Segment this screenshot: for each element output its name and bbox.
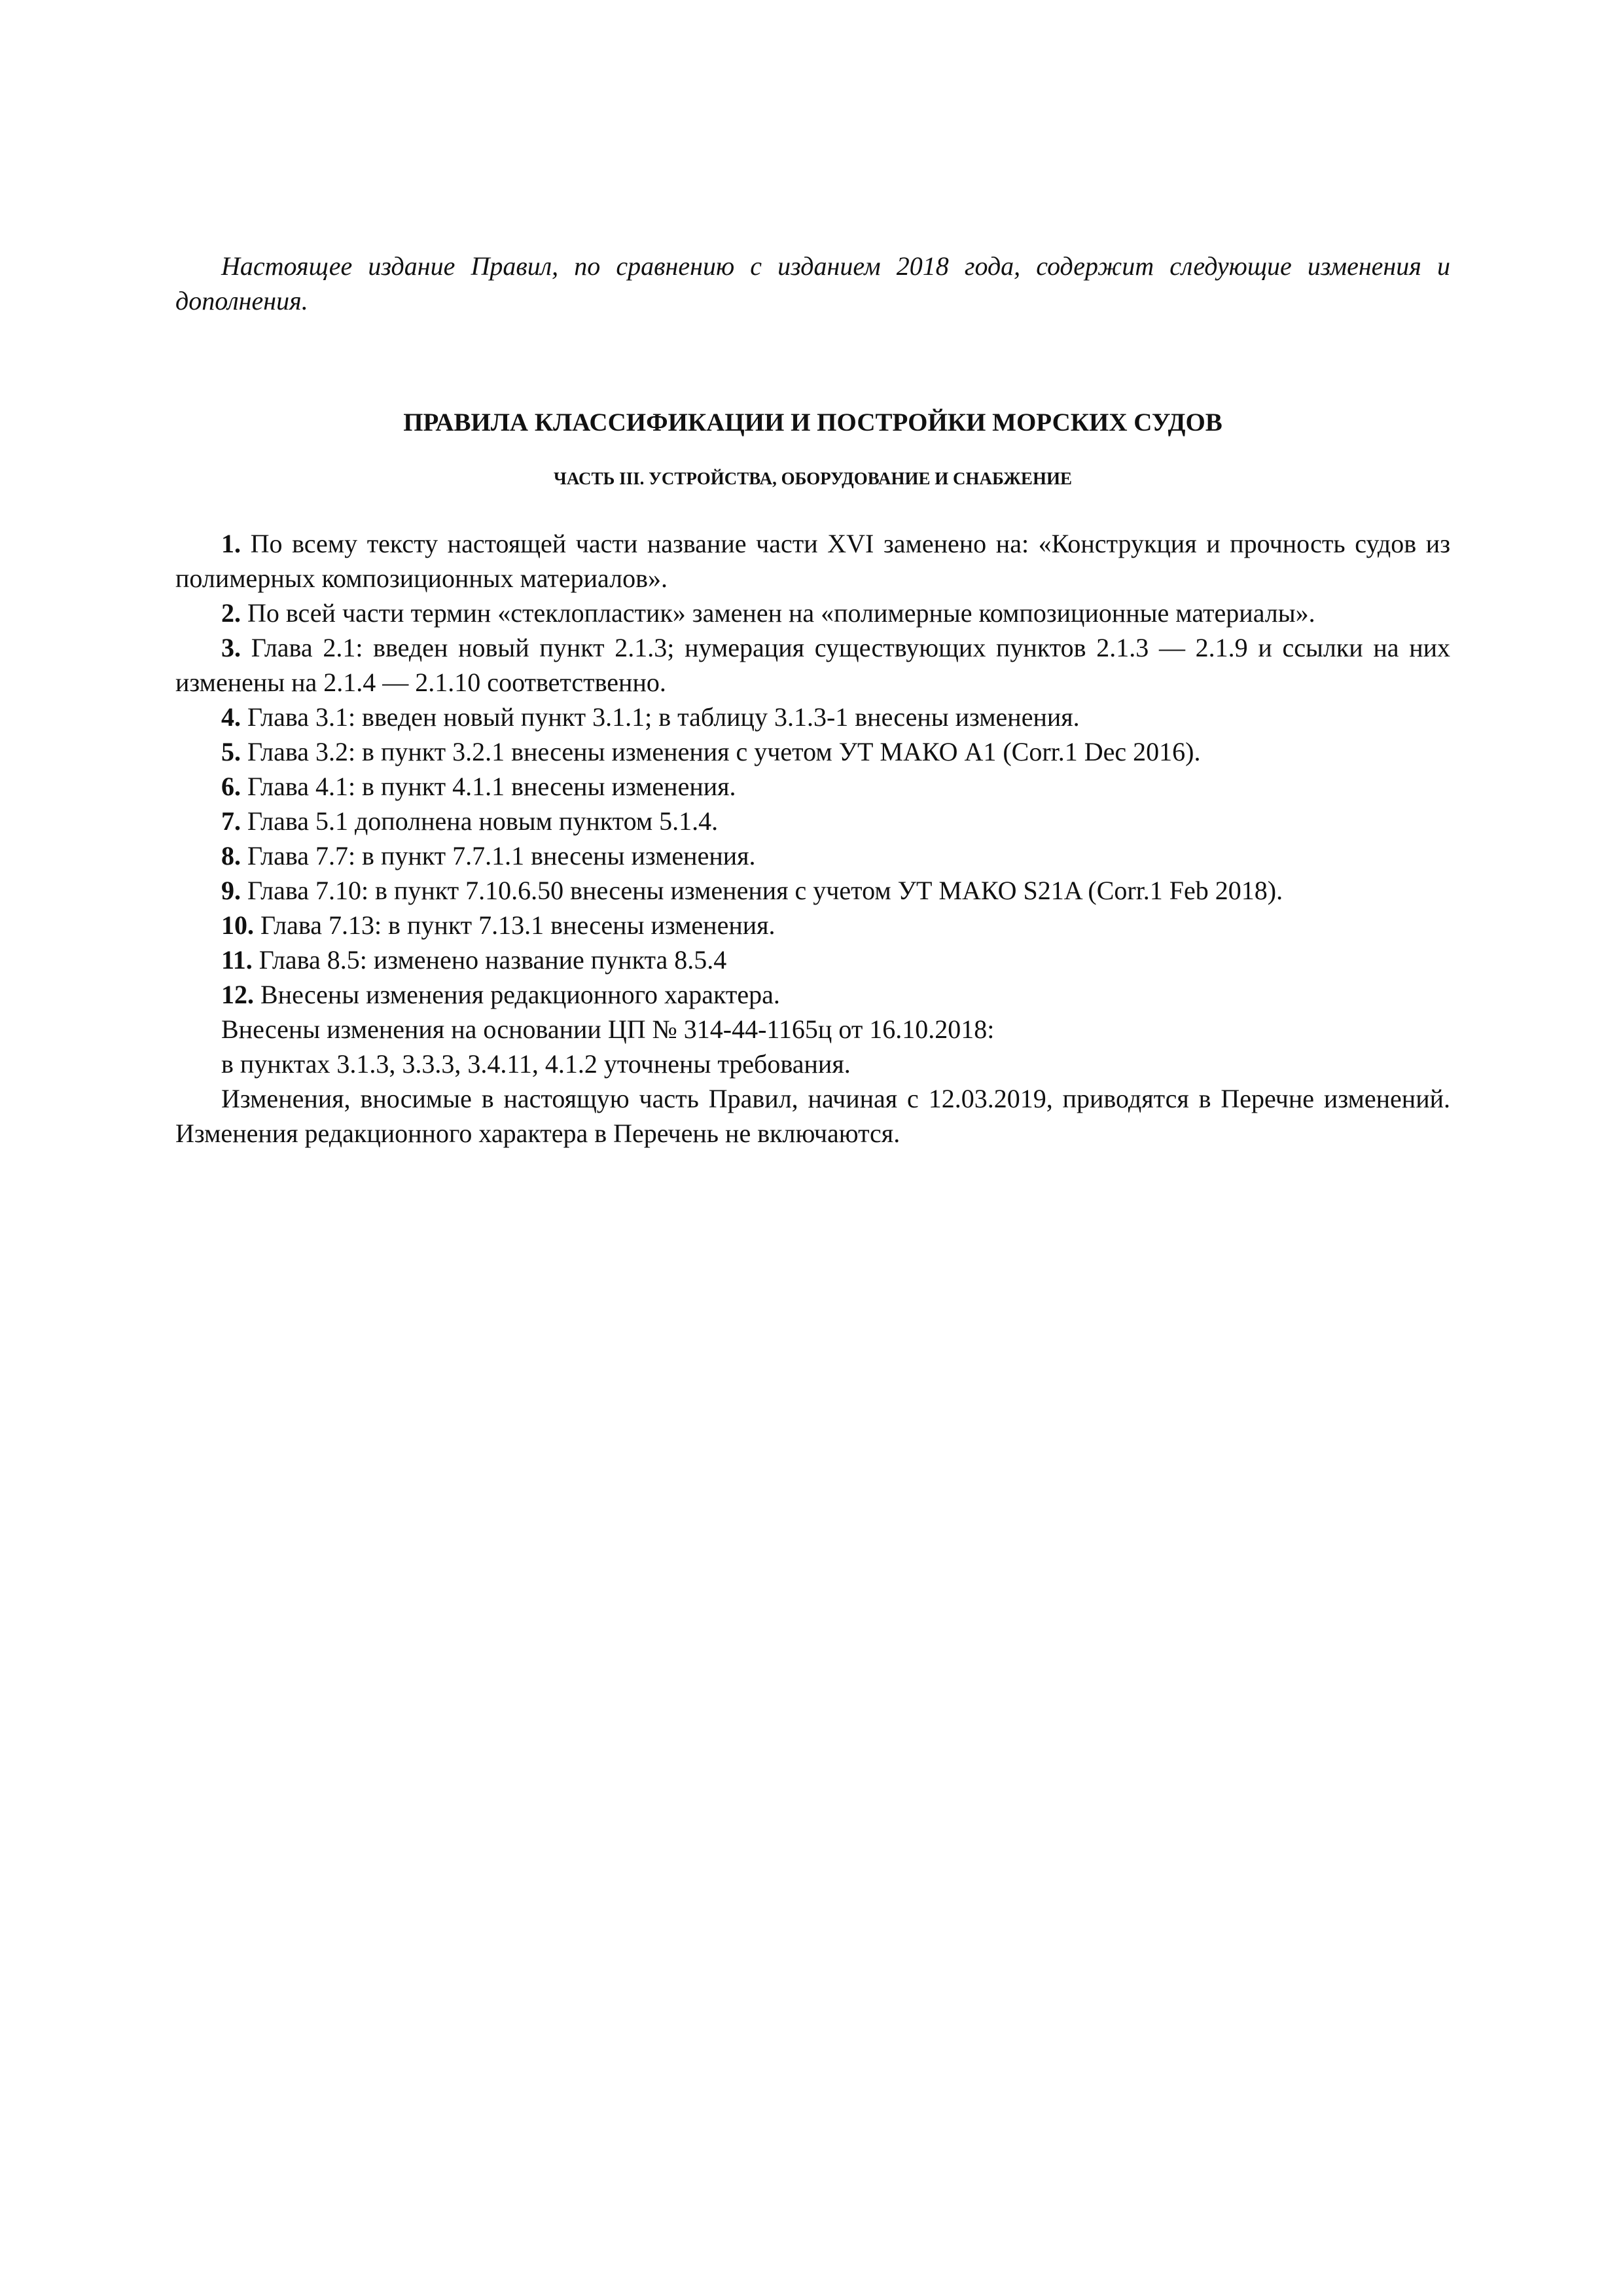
item-text: Глава 5.1 дополнена новым пунктом 5.1.4. [241, 806, 719, 836]
document-subtitle: ЧАСТЬ III. УСТРОЙСТВА, ОБОРУДОВАНИЕ И СНАБЖЕНИЕ [554, 469, 1072, 488]
item-text: По всему тексту настоящей части название части XVI заменено на: «Конструкция и прочность судов из полимерных композиционных материалов». [175, 529, 1450, 593]
list-item [175, 804, 1450, 838]
item-text: По всей части термин «стеклопластик» заменен на «полимерные композиционные материалы». [241, 598, 1315, 628]
note-paragraph: Внесены изменения на основании ЦП № 314-44-1165ц от 16.10.2018: [221, 1014, 995, 1044]
item-text: Глава 7.7: в пункт 7.7.1.1 внесены изменения. [241, 841, 756, 870]
list-item [175, 873, 1450, 908]
intro-paragraph: Настоящее издание Правил, по сравнению с изданием 2018 года, содержит следующие изменения и дополнения. [175, 251, 1450, 315]
item-number: 11. [221, 945, 253, 975]
item-text: Глава 3.2: в пункт 3.2.1 внесены изменения с учетом УТ МАКО A1 (Corr.1 Dec 2016). [241, 737, 1201, 766]
item-text: Внесены изменения редакционного характера. [254, 980, 780, 1009]
list-item [175, 734, 1450, 769]
list-item [175, 700, 1450, 734]
item-text: Глава 7.10: в пункт 7.10.6.50 внесены изменения с учетом УТ МАКО S21A (Corr.1 Feb 2018). [241, 876, 1283, 905]
item-number: 1. [221, 529, 241, 558]
item-number: 9. [221, 876, 241, 905]
item-text: Глава 2.1: введен новый пункт 2.1.3; нумерация существующих пунктов 2.1.3 — 2.1.9 и ссылки на них изменены на 2.1.4 — 2.1.10 соответственно. [175, 633, 1450, 697]
item-number: 2. [221, 598, 241, 628]
note-paragraph: Изменения, вносимые в настоящую часть Правил, начиная с 12.03.2019, приводятся в Перечне изменений. Изменения редакционного характера в Перечень не включаются. [175, 1084, 1450, 1148]
list-item [175, 630, 1450, 700]
list-item [175, 838, 1450, 873]
item-text: Глава 8.5: изменено название пункта 8.5.4 [252, 945, 727, 975]
list-item [175, 596, 1450, 630]
note-paragraph: в пунктах 3.1.3, 3.3.3, 3.4.11, 4.1.2 уточнены требования. [221, 1049, 851, 1079]
item-number: 3. [221, 633, 241, 662]
item-number: 5. [221, 737, 241, 766]
list-item [175, 526, 1450, 596]
item-number: 8. [221, 841, 241, 870]
item-number: 12. [221, 980, 254, 1009]
document-page [175, 249, 1450, 1151]
item-text: Глава 7.13: в пункт 7.13.1 внесены изменения. [254, 910, 776, 940]
list-item [175, 908, 1450, 942]
list-item [175, 977, 1450, 1012]
item-number: 10. [221, 910, 254, 940]
changes-list [175, 526, 1450, 1151]
document-title: ПРАВИЛА КЛАССИФИКАЦИИ И ПОСТРОЙКИ МОРСКИХ СУДОВ [403, 408, 1222, 437]
list-item [175, 942, 1450, 977]
item-number: 6. [221, 772, 241, 801]
item-number: 7. [221, 806, 241, 836]
list-item [175, 769, 1450, 804]
item-text: Глава 4.1: в пункт 4.1.1 внесены изменения. [241, 772, 736, 801]
item-number: 4. [221, 702, 241, 732]
item-text: Глава 3.1: введен новый пункт 3.1.1; в таблицу 3.1.3-1 внесены изменения. [241, 702, 1080, 732]
